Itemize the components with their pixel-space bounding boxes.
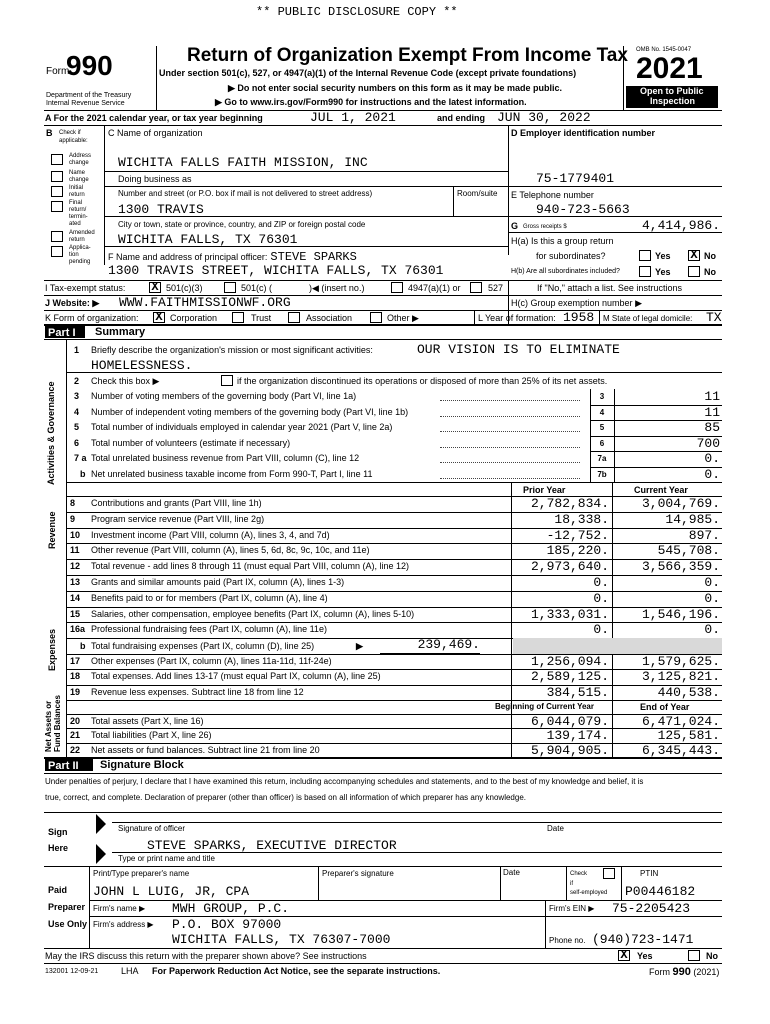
hb-no-label: No xyxy=(704,267,716,277)
preparer-date-label: Date xyxy=(503,868,520,877)
side-revenue: Revenue xyxy=(47,511,57,549)
signature-officer-label: Signature of officer xyxy=(118,824,186,833)
b-item-label: Address xyxy=(69,153,92,159)
line-label: Total expenses. Add lines 13-17 (must equal Part IX, column (A), line 25) xyxy=(91,671,381,682)
street-label: Number and street (or P.O. box if mail is not delivered to street address) xyxy=(118,189,373,198)
preparer-label: Preparer xyxy=(48,902,86,912)
501c-label: 501(c) ( xyxy=(241,283,273,293)
ag-box-number: 6 xyxy=(599,438,605,448)
current-year-value: 3,004,769. xyxy=(641,496,720,511)
ag-line-label: Net unrelated business taxable income from Form 990-T, Part I, line 11 xyxy=(91,468,373,479)
ag-box-number: 7a xyxy=(597,454,607,463)
preparer-signature-label: Preparer's signature xyxy=(322,869,394,878)
current-year-value: 3,125,821. xyxy=(641,669,720,685)
line16b-num: b xyxy=(80,641,86,651)
irs-label: Internal Revenue Service xyxy=(46,100,125,107)
prior-year-value: 0. xyxy=(593,575,609,590)
side-activities: Activities & Governance xyxy=(46,381,56,485)
ag-line-number: 6 xyxy=(74,437,80,448)
ha-no-mark: X xyxy=(690,248,698,262)
sign-here-arrows xyxy=(96,812,110,866)
line-number: 22 xyxy=(70,744,81,755)
line-number: 21 xyxy=(70,730,81,741)
ag-value: 0. xyxy=(704,451,720,466)
4947-label: 4947(a)(1) or xyxy=(408,283,461,293)
b-item-label: termin- xyxy=(69,214,88,220)
line-label: Grants and similar amounts paid (Part IX, column (A), lines 1-3) xyxy=(91,577,345,587)
association-label: Association xyxy=(306,313,353,323)
4947-checkbox[interactable] xyxy=(391,282,403,293)
b-item-label: Name xyxy=(69,170,86,176)
d-label: D Employer identification number xyxy=(511,128,656,138)
b-item-label: Applica- xyxy=(69,245,91,251)
b-item-label: change xyxy=(69,160,89,166)
ag-value: 11 xyxy=(704,389,720,404)
ag-value: 85 xyxy=(704,420,720,435)
ptin-label: PTIN xyxy=(640,869,659,878)
line-label: Professional fundraising fees (Part IX, column (A), line 11e) xyxy=(91,624,327,635)
line-number: 20 xyxy=(70,716,81,726)
c-label: C Name of organization xyxy=(108,128,203,138)
prior-year-value: 18,338. xyxy=(554,511,609,527)
line-number: 17 xyxy=(70,656,81,666)
current-year-value: 0. xyxy=(704,590,720,606)
line-label: Total liabilities (Part X, line 26) xyxy=(91,730,212,741)
m-label: M State of legal domicile: xyxy=(603,314,693,323)
527-checkbox[interactable] xyxy=(470,282,482,293)
prior-year-value: 0. xyxy=(593,622,609,638)
paperwork-notice: For Paperwork Reduction Act Notice, see the separate instructions. xyxy=(152,966,441,976)
ag-line-label: Number of independent voting members of the governing body (Part VI, line 1b) xyxy=(91,406,409,417)
ha-sub-label: for subordinates? xyxy=(536,251,606,261)
b-item-label: tion xyxy=(69,252,79,258)
form-number: 990 xyxy=(66,50,113,81)
prior-year-value: 139,174. xyxy=(546,728,609,744)
firm-address-2: WICHITA FALLS, TX 76307-7000 xyxy=(172,932,391,947)
type-print-label: Type or print name and title xyxy=(118,854,215,863)
firm-ein-value: 75-2205423 xyxy=(612,901,691,916)
ag-line-number: b xyxy=(80,468,86,479)
form-word: Form xyxy=(46,66,70,77)
firm-address-label: Firm's address ▶ xyxy=(93,920,154,929)
prior-year-value: 0. xyxy=(593,590,609,606)
b-label: B xyxy=(46,128,53,138)
discontinued-checkbox[interactable] xyxy=(221,375,233,386)
line-label: Benefits paid to or for members (Part IX, column (A), line 4) xyxy=(91,592,328,603)
tax-year-begin: JUL 1, 2021 xyxy=(310,110,396,125)
public-disclosure-banner: ** PUBLIC DISCLOSURE COPY ** xyxy=(256,5,458,19)
l-label: L Year of formation: xyxy=(478,313,556,323)
line-label: Other expenses (Part IX, column (A), lines 11a-11d, 11f-24e) xyxy=(91,656,332,666)
discuss-yes-label: Yes xyxy=(637,951,653,961)
ag-value: 11 xyxy=(704,404,720,420)
b-checkbox-2[interactable] xyxy=(51,186,63,197)
use-only-label: Use Only xyxy=(48,919,88,929)
department: Department of the Treasury xyxy=(46,92,132,99)
b-checkbox-5[interactable] xyxy=(51,246,63,257)
org-name: WICHITA FALLS FAITH MISSION, INC xyxy=(118,155,368,170)
ag-value: 700 xyxy=(696,435,720,451)
here-label: Here xyxy=(48,843,69,853)
discuss-question: May the IRS discuss this return with the preparer shown above? See instructions xyxy=(45,951,367,961)
ha-no-label: No xyxy=(704,251,716,261)
domicile-value: TX xyxy=(706,310,722,325)
prior-year-value: 6,044,079. xyxy=(530,714,609,729)
preparer-name: JOHN L LUIG, JR, CPA xyxy=(93,884,250,899)
self-employed-checkbox[interactable] xyxy=(603,868,615,879)
omb-number: OMB No. 1545-0047 xyxy=(636,47,692,53)
line-label: Other revenue (Part VIII, column (A), lines 5, 6d, 8c, 9c, 10c, and 11e) xyxy=(91,545,370,556)
boy-header: Beginning of Current Year xyxy=(495,702,594,711)
b-item-label: ated xyxy=(69,221,81,227)
prior-year-value: 1,333,031. xyxy=(530,606,609,622)
ag-line-number: 7 a xyxy=(74,453,87,463)
line-label: Program service revenue (Part VIII, line 2g) xyxy=(91,513,265,524)
ag-value: 0. xyxy=(704,466,720,482)
current-year-value: 897. xyxy=(688,527,720,543)
check-label: Check xyxy=(570,871,588,877)
trust-checkbox[interactable] xyxy=(232,312,244,323)
officer-name: STEVE SPARKS xyxy=(270,250,357,264)
prior-year-value: 1,256,094. xyxy=(530,654,609,669)
e-label: E Telephone number xyxy=(511,190,594,200)
officer-address: 1300 TRAVIS STREET, WICHITA FALLS, TX 76301 xyxy=(108,263,444,278)
line-number: 12 xyxy=(70,561,81,572)
prior-year-value: -12,752. xyxy=(546,527,609,543)
self-employed-label: self-employed xyxy=(570,890,608,896)
prior-year-header: Prior Year xyxy=(523,485,566,495)
tax-year: 2021 xyxy=(636,52,703,85)
year-formation-value: 1958 xyxy=(563,310,595,325)
line-number: 10 xyxy=(70,529,81,540)
line-number: 13 xyxy=(70,577,81,587)
mission-line2: HOMELESSNESS. xyxy=(91,358,193,373)
trust-label: Trust xyxy=(251,313,272,323)
b-item-label: return xyxy=(69,192,85,198)
association-checkbox[interactable] xyxy=(288,312,300,323)
line-number: 19 xyxy=(70,686,81,697)
ag-box-number: 5 xyxy=(599,423,605,432)
501c-checkbox[interactable] xyxy=(224,282,236,293)
b-item-label: return xyxy=(69,237,85,243)
ha-label: H(a) Is this a group return xyxy=(511,236,614,246)
b-item-label: Amended xyxy=(69,230,95,236)
footer-form-id: Form 990 (2021) xyxy=(649,966,720,978)
prior-year-value: 2,782,834. xyxy=(530,496,609,511)
ag-line-number: 3 xyxy=(74,391,80,401)
ag-line-label: Total number of individuals employed in calendar year 2021 (Part V, line 2a) xyxy=(91,422,393,432)
dba-label: Doing business as xyxy=(118,174,192,184)
current-year-value: 125,581. xyxy=(657,728,720,744)
discuss-no-checkbox[interactable] xyxy=(688,950,700,961)
mission-line1: OUR VISION IS TO ELIMINATE xyxy=(417,342,620,357)
hb-yes-checkbox[interactable] xyxy=(639,266,651,277)
tax-year-end: JUN 30, 2022 xyxy=(497,110,591,125)
insert-no-label: )◀ (insert no.) xyxy=(309,283,365,293)
officer-name-title: STEVE SPARKS, EXECUTIVE DIRECTOR xyxy=(147,838,397,853)
b-item-label: return/ xyxy=(69,207,87,213)
lha-label: LHA xyxy=(121,966,139,976)
city-value: WICHITA FALLS, TX 76301 xyxy=(118,232,298,247)
b-checkbox-1[interactable] xyxy=(51,171,63,182)
current-year-value: 545,708. xyxy=(657,543,720,559)
discuss-no-label: No xyxy=(706,951,718,961)
line16b-value: 239,469. xyxy=(417,637,480,652)
b-item-label: Initial xyxy=(69,185,84,191)
ptin-value: P00446182 xyxy=(625,884,696,899)
sign-label: Sign xyxy=(48,827,68,837)
current-year-value: 1,546,196. xyxy=(641,606,720,622)
line1-num: 1 xyxy=(74,345,80,355)
current-year-value: 3,566,359. xyxy=(641,559,720,575)
check-if-label: Check if xyxy=(59,130,81,136)
b-item-label: change xyxy=(69,177,89,183)
gross-receipts-value: 4,414,986. xyxy=(641,218,720,233)
room-label: Room/suite xyxy=(457,189,498,198)
print-name-label: Print/Type preparer's name xyxy=(93,869,190,878)
paid-label: Paid xyxy=(48,885,68,895)
line16b-arrow: ▶ xyxy=(356,641,363,651)
phone-value: 940-723-5663 xyxy=(536,202,630,217)
hc-label: H(c) Group exemption number ▶ xyxy=(511,298,642,308)
penalty-text-2: true, correct, and complete. Declaration of preparer (other than officer) is based on all information of which preparer has any knowledge. xyxy=(45,793,526,802)
current-year-header: Current Year xyxy=(634,485,688,495)
firm-address-1: P.O. BOX 97000 xyxy=(172,917,282,932)
other-checkbox[interactable] xyxy=(370,312,382,323)
part2-title: Signature Block xyxy=(100,759,184,771)
ein-value: 75-1779401 xyxy=(536,171,615,186)
line-k-label: K Form of organization: xyxy=(45,313,139,323)
line2-rest: if the organization discontinued its operations or disposed of more than 25% of its net assets. xyxy=(237,376,608,386)
line-i-label: I Tax-exempt status: xyxy=(45,283,126,293)
ha-yes-checkbox[interactable] xyxy=(639,250,651,261)
current-year-value: 1,579,625. xyxy=(641,654,720,669)
ag-line-number: 4 xyxy=(74,406,80,417)
preparer-phone-value: (940)723-1471 xyxy=(592,932,694,947)
prior-year-value: 5,904,905. xyxy=(530,742,609,758)
corporation-label: Corporation xyxy=(170,313,218,323)
side-net-assets: Net Assets or Fund Balances xyxy=(44,695,62,752)
preparer-phone-label: Phone no. xyxy=(549,936,586,945)
part1-title: Summary xyxy=(95,326,146,338)
penalty-text-1: Under penalties of perjury, I declare that I have examined this return, including accompanying schedules and statements, and to the best of my knowledge and belief, it is xyxy=(45,777,644,786)
form-title: Return of Organization Exempt From Income Tax xyxy=(187,45,628,66)
side-expenses: Expenses xyxy=(47,628,57,671)
other-label: Other ▶ xyxy=(387,313,419,323)
line1-label: Briefly describe the organization's mission or most significant activities: xyxy=(91,345,373,355)
line-label: Total assets (Part X, line 16) xyxy=(91,716,204,726)
ag-box-number: 7b xyxy=(597,469,607,479)
website-value: WWW.FAITHMISSIONWF.ORG xyxy=(119,295,291,310)
line-number: 14 xyxy=(70,592,81,603)
hb-no-checkbox[interactable] xyxy=(688,266,700,277)
line16b-label: Total fundraising expenses (Part IX, column (D), line 25) xyxy=(91,641,315,651)
b-checkbox-3[interactable] xyxy=(51,201,63,212)
line-label: Revenue less expenses. Subtract line 18 from line 12 xyxy=(91,686,304,697)
ssn-note: ▶ Do not enter social security numbers on this form as it may be made public. xyxy=(228,83,562,93)
ag-line-label: Total unrelated business revenue from Part VIII, column (C), line 12 xyxy=(91,453,360,463)
ha-yes-label: Yes xyxy=(655,251,671,261)
officer-label: F Name and address of principal officer: STEVE SPARKS xyxy=(108,250,357,264)
street-value: 1300 TRAVIS xyxy=(118,202,204,217)
corporation-mark: X xyxy=(155,310,163,324)
line-number: 8 xyxy=(70,498,76,508)
firm-name-label: Firm's name ▶ xyxy=(93,904,146,913)
line-number: 15 xyxy=(70,608,81,619)
part1-tag: Part I xyxy=(45,326,85,338)
current-year-value: 0. xyxy=(704,575,720,590)
ag-box-number: 4 xyxy=(599,407,605,417)
line-a-label: A For the 2021 calendar year, or tax year beginning xyxy=(45,113,263,123)
ag-line-label: Total number of volunteers (estimate if necessary) xyxy=(91,437,291,448)
line-label: Salaries, other compensation, employee benefits (Part IX, column (A), lines 5-10) xyxy=(91,608,415,619)
gross-label: Gross receipts $ xyxy=(523,224,567,230)
prior-year-value: 185,220. xyxy=(546,543,609,559)
form-subtitle: Under section 501(c), 527, or 4947(a)(1) of the Internal Revenue Code (except private foundations) xyxy=(159,68,577,78)
line-label: Net assets or fund balances. Subtract line 21 from line 20 xyxy=(91,744,320,755)
firm-name-value: MWH GROUP, P.C. xyxy=(172,901,290,916)
eoy-header: End of Year xyxy=(640,702,690,712)
line-number: 16a xyxy=(70,624,86,635)
form-code: 132001 12-09-21 xyxy=(45,968,99,975)
current-year-value: 6,345,443. xyxy=(641,742,720,758)
ag-line-number: 5 xyxy=(74,422,80,432)
b-item-label: pending xyxy=(69,259,91,265)
open-to-public: Open to Public xyxy=(640,86,704,96)
hb-label: H(b) Are all subordinates included? xyxy=(511,268,620,275)
hb-note: If "No," attach a list. See instructions xyxy=(537,283,682,293)
line-label: Total revenue - add lines 8 through 11 (must equal Part VIII, column (A), line 12) xyxy=(91,561,409,572)
g-label: G xyxy=(511,221,519,231)
prior-year-value: 2,973,640. xyxy=(530,559,609,575)
b-checkbox-0[interactable] xyxy=(51,154,63,165)
current-year-value: 440,538. xyxy=(657,684,720,700)
current-year-value: 6,471,024. xyxy=(641,714,720,729)
current-year-value: 0. xyxy=(704,622,720,638)
line2-label: Check this box ▶ xyxy=(91,376,160,386)
if-label: if xyxy=(570,881,573,887)
applicable-label: applicable: xyxy=(59,138,88,144)
prior-year-value: 384,515. xyxy=(546,684,609,700)
goto-note: ▶ Go to www.irs.gov/Form990 for instructions and the latest information. xyxy=(215,97,527,107)
ag-box-number: 3 xyxy=(599,392,605,401)
prior-year-value: 2,589,125. xyxy=(530,669,609,685)
hb-yes-label: Yes xyxy=(655,267,671,277)
and-ending-label: and ending xyxy=(437,113,485,123)
b-checkbox-4[interactable] xyxy=(51,231,63,242)
line-j-label: J Website: ▶ xyxy=(45,298,100,308)
part2-tag: Part II xyxy=(45,759,93,771)
501c3-mark: X xyxy=(151,280,159,294)
line-number: 9 xyxy=(70,513,76,524)
sign-date-label: Date xyxy=(547,824,564,833)
current-year-value: 14,985. xyxy=(665,511,720,527)
b-item-label: Final xyxy=(69,200,83,206)
ag-line-label: Number of voting members of the governing body (Part VI, line 1a) xyxy=(91,391,357,401)
discuss-yes-mark: X xyxy=(620,948,628,962)
line-number: 11 xyxy=(70,545,80,556)
firm-ein-label: Firm's EIN ▶ xyxy=(549,904,595,913)
city-label: City or town, state or province, country, and ZIP or foreign postal code xyxy=(118,220,366,229)
line2-num: 2 xyxy=(74,376,80,386)
line-number: 18 xyxy=(70,671,81,682)
line-label: Contributions and grants (Part VIII, line 1h) xyxy=(91,498,262,508)
line-label: Investment income (Part VIII, column (A), lines 3, 4, and 7d) xyxy=(91,529,330,540)
501c3-label: 501(c)(3) xyxy=(166,283,203,293)
inspection-label: Inspection xyxy=(650,96,696,106)
527-label: 527 xyxy=(488,283,504,293)
